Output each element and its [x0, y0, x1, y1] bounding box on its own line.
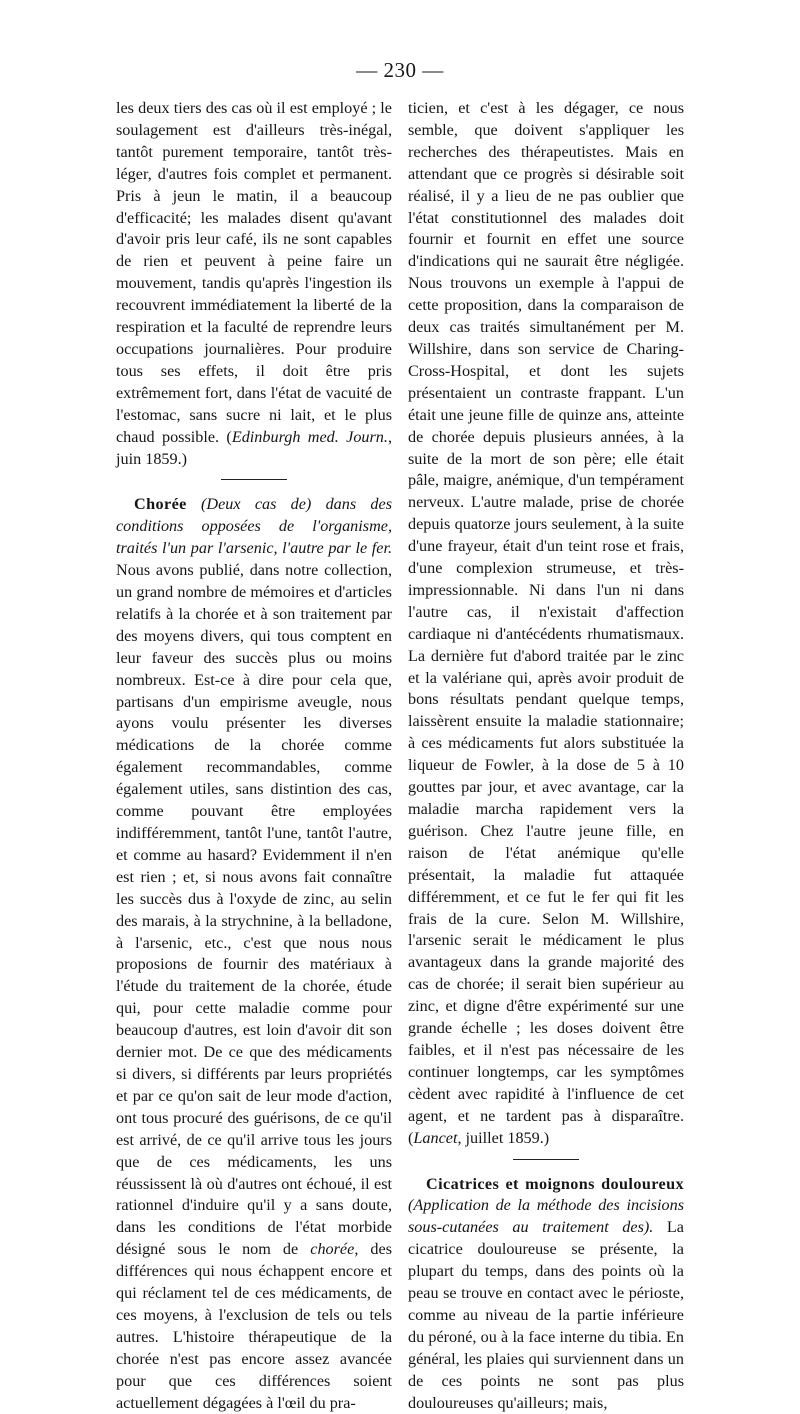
article-heading: Chorée [134, 495, 187, 513]
article-subtitle: (Deux cas de) dans des conditions opposées de l'organisme, traités l'un par l'arsenic, l'autre par le fer. [116, 495, 392, 557]
citation-date: , juin 1859.) [116, 428, 392, 468]
article-cicatrices [408, 1174, 684, 1414]
article-body: La cicatrice douloureuse se présente, la plupart du temps, dans des points où la peau se trouve en contact avec le périoste, comme au niveau de la partie inférieure du péroné, ou à la face interne du tibia. En général, les plaies qui surviennent dans un de ces points ne sont pas plus douloureuses qu'ailleurs; mais, [408, 1218, 684, 1411]
article-subtitle: (Application de la méthode des incisions sous-cutanées au traitement des). [408, 1196, 684, 1236]
right-column [408, 98, 684, 1414]
article-body-end: , des différences qui nous échappent encore et qui réclament tel de ces médicaments, de ces moyens, à l'exclusion de tels ou tels autres. L'histoire thérapeutique de la chorée n'est pas encore assez avancée pour que ces différences soient actuellement dégagées à l'œil du pra- [116, 1240, 392, 1411]
article-heading: Cicatrices et moignons douloureux [426, 1175, 684, 1193]
article-choree [116, 494, 392, 1414]
citation-date: , juillet 1859.) [457, 1129, 549, 1147]
source-citation: Lancet [413, 1129, 457, 1147]
article-body-italic: chorée [310, 1240, 354, 1258]
article-body: Nous avons publié, dans notre collection, un grand nombre de mémoires et d'articles relatifs à la chorée et à son traitement par des moyens divers, qui tous comptent en leur faveur des succès plus ou moins nombreux. Est-ce à dire pour cela que, partisans d'un empirisme aveugle, nous ayons voulu présenter les diverses médications de la chorée comme également recommandables, comme également utiles, sans distintion des cas, comme pouvant être employées indifféremment, tantôt l'une, tantôt l'autre, et comme au hasard? Evidemment il n'en est rien ; et, si nous avons fait connaître les succès dus à l'oxyde de zinc, au selin des marais, à la strychnine, à la belladone, à l'arsenic, etc., c'est que nous nous proposions de fournir des matériaux à l'étude du traitement de la chorée, étude qui, pour cette maladie comme pour beaucoup d'autres, est loin d'avoir dit son dernier mot. De ce que des médicaments si divers, si différents par leurs propriétés et par ce qu'on sait de leur mode d'action, ont tous procuré des guérisons, de ce qu'il est arrivé, de ce qu'il arrive tous les jours que de ces médicaments, les uns réussissent là où d'autres ont échoué, il est rationnel d'induire qu'il y a sans doute, dans les conditions de l'état morbide désigné sous le nom de [116, 561, 392, 1258]
left-column [116, 98, 392, 1414]
paragraph-asthma-end [116, 98, 392, 470]
paragraph-text: les deux tiers des cas où il est employé ; le soulagement est d'ailleurs très-inégal, tantôt purement temporaire, tantôt très-léger, d'autres fois complet et permanent. Pris à jeun le matin, il a beaucoup d'efficacité; les malades disent qu'avant d'avoir pris leur café, ils ne sont capables de rien et peuvent à peine faire un mouvement, tandis qu'après l'ingestion ils recouvrent immédiatement la liberté de la respiration et la faculté de reprendre leurs occupations journalières. Pour produire tous ses effets, il doit être pris extrêmement fort, dans l'état de vacuité de l'estomac, sans sucre ni lait, et le plus chaud possible. ( [116, 99, 392, 446]
paragraph-text: ticien, et c'est à les dégager, ce nous semble, que doivent s'appliquer les recherches des thérapeutistes. Mais en attendant que ce progrès si désirable soit réalisé, il y a lieu de ne pas oublier que l'état constitutionnel des malades doit fournir et fournit en effet une source d'indications qui ne saurait être négligée. Nous trouvons un exemple à l'appui de cette proposition, dans la comparaison de deux cas traités simultanément per M. Willshire, dans son service de Charing-Cross-Hospital, et dont les sujets présentaient un contraste frappant. L'un était une jeune fille de quinze ans, atteinte de chorée depuis plusieurs années, à la suite de la mort de son père; elle était pâle, maigre, anémique, d'un tempérament nerveux. L'autre malade, prise de chorée depuis quatorze jours seulement, à la suite d'une frayeur, était d'un teint rose et frais, d'une complexion strumeuse, et très-impressionnable. Ni dans l'un ni dans l'autre cas, il n'existait d'affection cardiaque ni d'antécédents rhumatismaux. La dernière fut d'abord traitée par le zinc et la valériane qui, après avoir produit de bons résultats pendant quelque temps, laissèrent ensuite la maladie stationnaire; à ces médicaments fut alors substituée la liqueur de Fowler, à la dose de 5 à 10 gouttes par jour, et avec avantage, car la maladie marcha rapidement vers la guérison. Chez l'autre jeune fille, en raison de l'état anémique qu'elle présentait, la maladie fut attaquée différemment, et ce fut le fer qui fit les frais de la cure. Selon M. Willshire, l'arsenic serait le médicament le plus avantageux dans la grande majorité des cas de chorée; il serait bien supérieur au zinc, et digne d'être expérimenté sur une grande échelle ; les doses doivent être faibles, et il n'est pas nécessaire de les continuer longtemps, car les symptômes cèdent avec rapidité à l'influence de cet agent, et ne tardent pas à disparaître. ( [408, 99, 684, 1147]
section-divider [221, 479, 287, 480]
section-divider [513, 1159, 579, 1160]
paragraph-choree-continued [408, 98, 684, 1150]
source-citation: Edinburgh med. Journ. [232, 428, 388, 446]
page-number: — 230 — [0, 58, 800, 83]
